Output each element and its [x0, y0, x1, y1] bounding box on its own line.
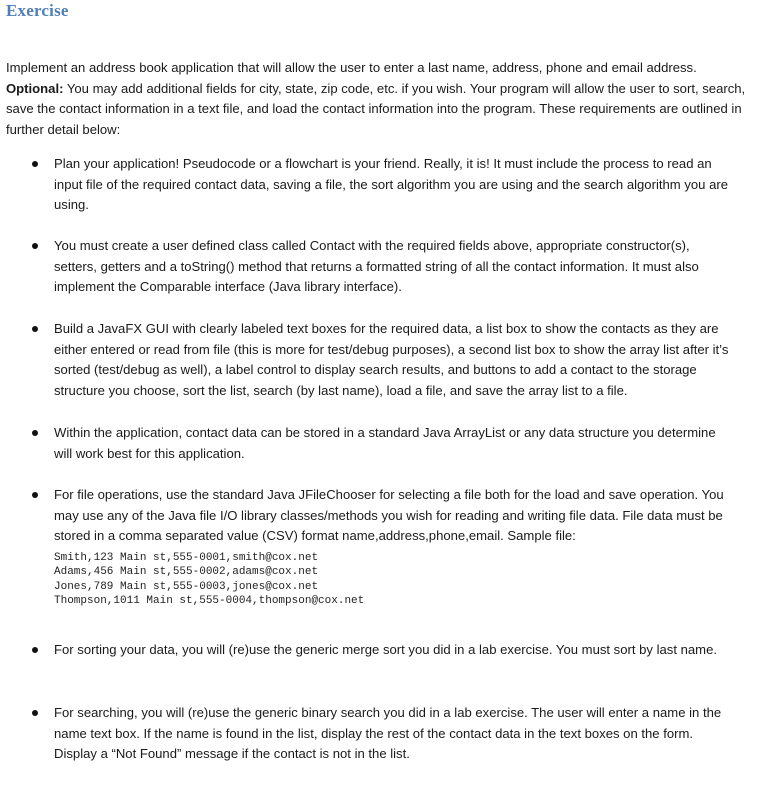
sample-file-line: Smith,123 Main st,555-0001,smith@cox.net	[54, 551, 319, 564]
bullet-text-block	[54, 485, 734, 609]
bullet-icon	[32, 243, 38, 249]
intro-paragraph	[6, 58, 746, 140]
page-title: Exercise	[6, 1, 69, 20]
bullet-text: Build a JavaFX GUI with clearly labeled text boxes for the required data, a list box to show the contacts as they are either entered or read from file (this is more for test/debug purposes), a second list box to show the array list after it’s sorted (test/debug as well), a label control to display search results, and buttons to add a contact to the storage structure you choose, sort the list, search (by last name), load a file, and save the array list to a file.	[54, 321, 729, 398]
bullet-icon	[32, 647, 38, 653]
sample-file-block	[54, 551, 734, 609]
intro-line-2: You may add additional fields for city, state, zip code, etc. if you wish. Your program will allow the user to sort, search, save the contact information in a text file, and load the contact information into the program. These requirements are outlined in further detail below:	[6, 80, 746, 137]
bullet-icon	[32, 161, 38, 167]
bullet-icon	[32, 430, 38, 436]
bullet-text: Within the application, contact data can be stored in a standard Java ArrayList or any data structure you determine will work best for this application.	[54, 425, 716, 461]
bullet-text: For searching, you will (re)use the generic binary search you did in a lab exercise. The user will enter a name in the name text box. If the name is found in the list, display the rest of the contact data in the text boxes on the form. Display a “Not Found” message if the contact is not in the list.	[54, 705, 722, 761]
intro-line-1: Implement an address book application that will allow the user to enter a last name, address, phone and email address.	[6, 60, 697, 75]
bullet-icon	[32, 710, 38, 716]
bullet-text: For file operations, use the standard Java JFileChooser for selecting a file both for the load and save operation. You may use any of the Java file I/O library classes/methods you wish for reading and writing file data. File data must be stored in a comma separated value (CSV) format name,address,phone,email. Sample file:	[54, 487, 724, 543]
bullet-text: Plan your application! Pseudocode or a flowchart is your friend. Really, it is! It must include the process to read an input file of the required contact data, saving a file, the sort algorithm you are using and the search algorithm you are using.	[54, 156, 728, 212]
bullet-text: For sorting your data, you will (re)use the generic merge sort you did in a lab exercise. You must sort by last name.	[54, 642, 718, 657]
bullet-text: You must create a user defined class called Contact with the required fields above, appropriate constructor(s), setters, getters and a toString() method that returns a formatted string of all the contact information. It must also implement the Comparable interface (Java library interface).	[54, 238, 699, 294]
sample-file-line: Jones,789 Main st,555-0003,jones@cox.net	[54, 580, 319, 593]
sample-file-line: Adams,456 Main st,555-0002,adams@cox.net	[54, 566, 319, 578]
optional-label: Optional:	[6, 80, 64, 96]
bullet-icon	[32, 326, 38, 332]
sample-file-line: Thompson,1011 Main st,555-0004,thompson@cox.net	[54, 595, 365, 607]
bullet-icon	[32, 492, 38, 498]
